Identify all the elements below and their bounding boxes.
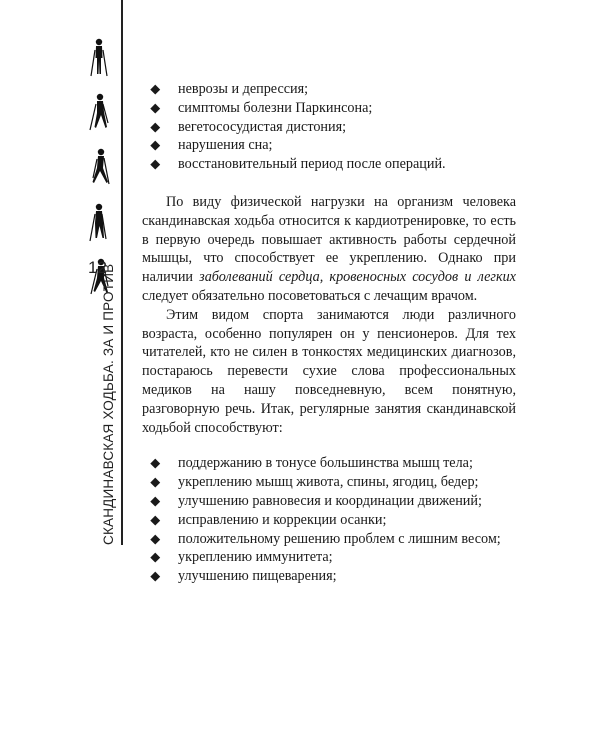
list-item: улучшению равновесия и координации движений; (142, 492, 516, 511)
list-item: неврозы и депрессия; (142, 80, 516, 99)
bullet-list-benefits (142, 454, 516, 586)
page-number: 12 (88, 258, 107, 277)
diamond-bullet-icon (151, 497, 160, 506)
diamond-bullet-icon (151, 85, 160, 94)
page-content (142, 80, 516, 586)
nordic-walker-icon (87, 38, 111, 78)
list-item: укреплению иммунитета; (142, 548, 516, 567)
paragraph-cardio: По виду физической нагрузки на организм человека скандинавская ходьба относится к кардиотренировке, то есть в первую очередь повышает активность работы сердечной мышцы, что способствует ее укреплению. Однако при наличии заболеваний сердца, кровеносных сосудов и легких следует обязательно посоветоваться с лечащим врачом. (142, 193, 516, 304)
list-item: положительному решению проблем с лишним весом; (142, 530, 516, 549)
diamond-bullet-icon (151, 141, 160, 150)
bullet-list-conditions (142, 80, 516, 174)
list-item: улучшению пищеварения; (142, 567, 516, 586)
sidebar-divider (121, 0, 123, 545)
list-item: вегетососудистая дистония; (142, 118, 516, 137)
list-item: поддержанию в тонусе большинства мышц тела; (142, 454, 516, 473)
diamond-bullet-icon (151, 478, 160, 487)
diamond-bullet-icon (151, 160, 160, 169)
list-item: восстановительный период после операций. (142, 155, 516, 174)
diamond-bullet-icon (151, 572, 160, 581)
diamond-bullet-icon (151, 515, 160, 524)
diamond-bullet-icon (151, 553, 160, 562)
diamond-bullet-icon (151, 534, 160, 543)
nordic-walker-icon (87, 93, 111, 133)
list-item: симптомы болезни Паркинсона; (142, 99, 516, 118)
diamond-bullet-icon (151, 122, 160, 131)
diamond-bullet-icon (151, 103, 160, 112)
list-item: укреплению мышц живота, спины, ягодиц, бедер; (142, 473, 516, 492)
nordic-walker-icon (87, 203, 111, 243)
list-item: нарушения сна; (142, 136, 516, 155)
list-item: исправлению и коррекции осанки; (142, 511, 516, 530)
running-head: СКАНДИНАВСКАЯ ХОДЬБА. ЗА И ПРОТИВ (101, 263, 116, 545)
diamond-bullet-icon (151, 459, 160, 468)
nordic-walker-icon (87, 148, 111, 188)
paragraph-audience: Этим видом спорта занимаются люди различного возраста, особенно популярен он у пенсионеров. Для тех читателей, кто не силен в тонкостях медицинских диагнозов, постараюсь перевести сухие слова профессиональных медиков на нашу повседневную, всем понятную, разговорную речь. Итак, регулярные занятия скандинавской ходьбой способствуют: (142, 306, 516, 436)
